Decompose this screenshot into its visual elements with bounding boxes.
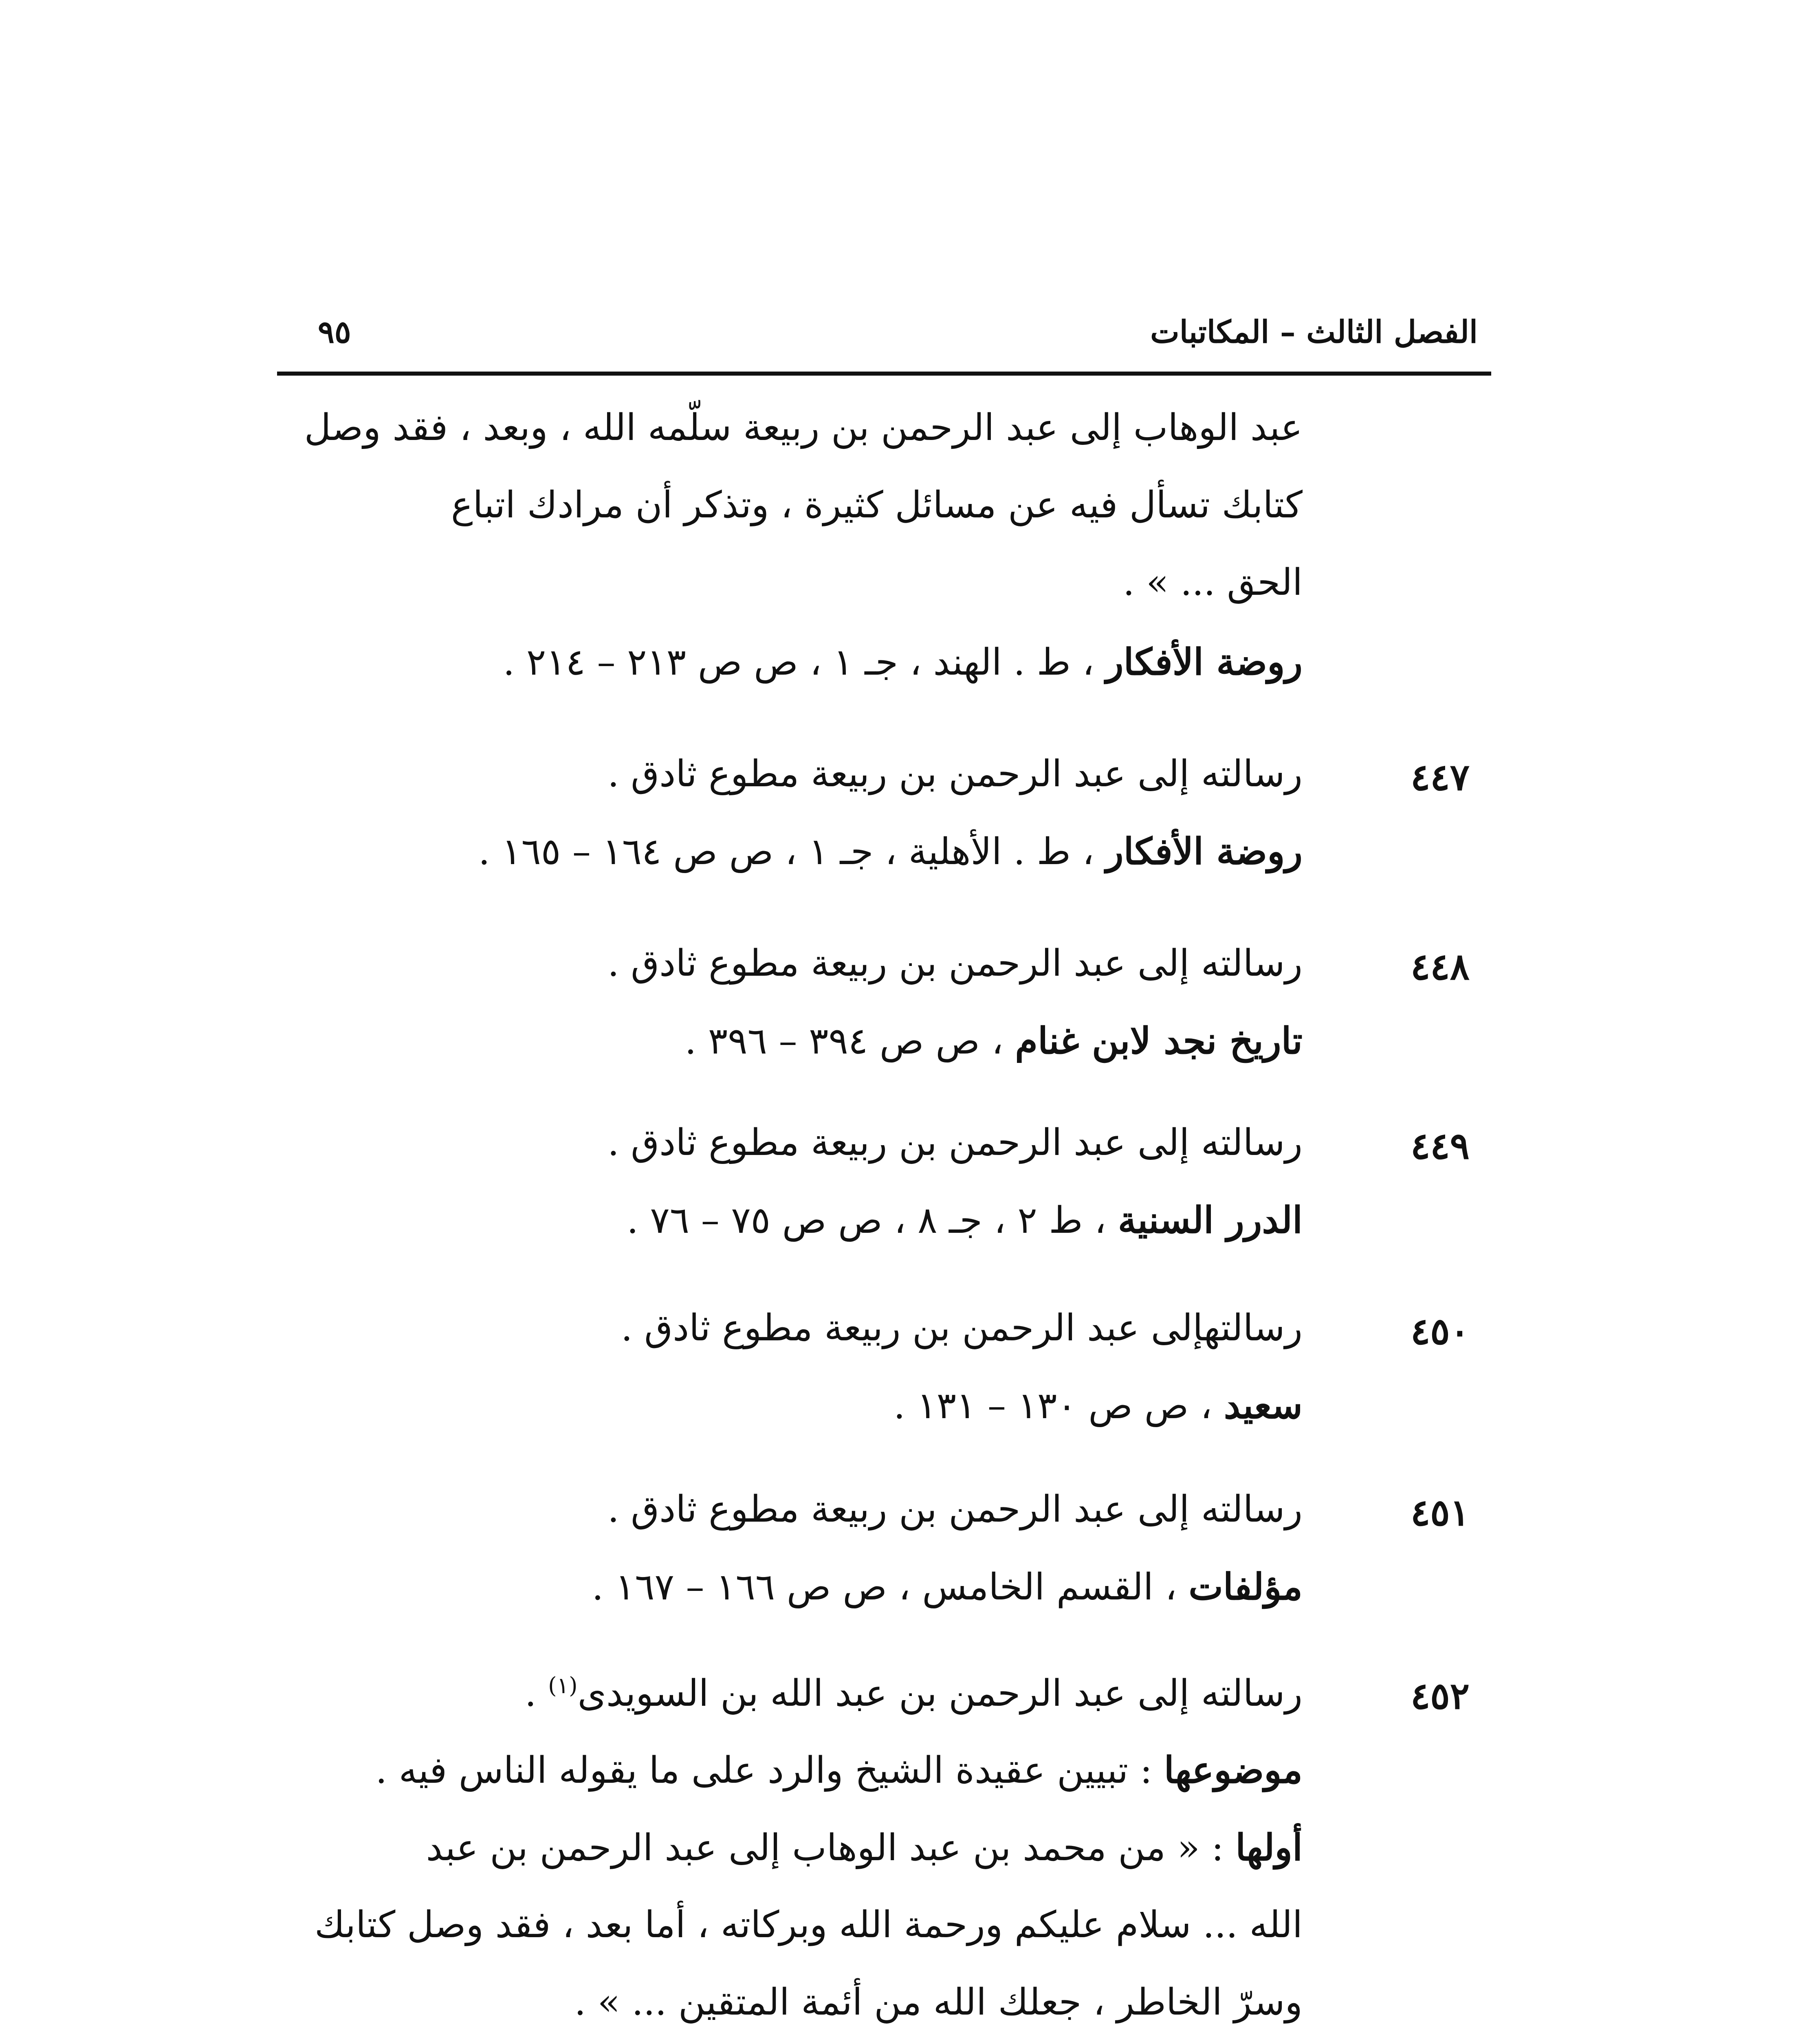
reference-details: ، ط . الأهلية ، جـ ١ ، ص ص ١٦٤ – ١٦٥ . [478, 830, 1106, 873]
page-number: ٩٥ [318, 314, 351, 350]
reference-source: الدرر السنية [1118, 1199, 1303, 1242]
opening-text: : « من محمد بن عبد الوهاب إلى عبد الرحمن بن عبد [426, 1826, 1236, 1869]
continuation-line-1: عبد الوهاب إلى عبد الرحمن بن ربيعة سلّمه الله ، وبعد ، فقد وصل [304, 406, 1303, 449]
entry-title-text: رسالته إلى عبد الرحمن بن عبد الله بن السويدى [577, 1672, 1303, 1715]
header-rule [277, 372, 1491, 376]
subject-text: : تبيين عقيدة الشيخ والرد على ما يقوله الناس فيه . [375, 1749, 1164, 1792]
entry-title: رسالتهإلى عبد الرحمن بن ربيعة مطوع ثادق . [621, 1307, 1303, 1349]
entry-reference [893, 1384, 1303, 1427]
entry-title [524, 1672, 1303, 1715]
entry-subject [375, 1749, 1303, 1792]
entry-number: ٤٥٠ [1410, 1310, 1470, 1353]
entry-reference [684, 1019, 1303, 1062]
reference-details: ، القسم الخامس ، ص ص ١٦٦ – ١٦٧ . [592, 1566, 1189, 1608]
entry-title: رسالته إلى عبد الرحمن بن ربيعة مطوع ثادق . [607, 1121, 1303, 1164]
entry-title: رسالته إلى عبد الرحمن بن ربيعة مطوع ثادق . [607, 1488, 1303, 1531]
footnote-marker: (١) [548, 1672, 578, 1698]
entry-reference [627, 1199, 1303, 1242]
continuation-reference [503, 640, 1303, 684]
reference-source: سعيد [1224, 1384, 1303, 1427]
reference-details: ، ص ص ١٣٠ – ١٣١ . [893, 1384, 1224, 1427]
entry-opening-line-2: الله ... سلام عليكم ورحمة الله وبركاته ، أما بعد ، فقد وصل كتابك [315, 1903, 1303, 1946]
reference-source: روضة الأفكار [1106, 830, 1303, 873]
continuation-line-3: الحق ... » . [1123, 561, 1303, 604]
entry-number: ٤٤٩ [1410, 1124, 1470, 1168]
reference-source: تاريخ نجد لابن غنام [1015, 1019, 1303, 1062]
continuation-line-2: كتابك تسأل فيه عن مسائل كثيرة ، وتذكر أن مرادك اتباع [451, 484, 1303, 526]
reference-source: روضة الأفكار [1106, 640, 1303, 684]
reference-source: مؤلفات [1188, 1565, 1303, 1608]
reference-details: ، ط . الهند ، جـ ١ ، ص ص ٢١٣ – ٢١٤ . [503, 641, 1106, 684]
entry-opening-line-1 [426, 1826, 1303, 1869]
entry-title-end: . [524, 1672, 548, 1715]
subject-label: موضوعها [1164, 1749, 1303, 1792]
entry-title: رسالته إلى عبد الرحمن بن ربيعة مطوع ثادق . [607, 752, 1303, 795]
entry-number: ٤٤٧ [1410, 756, 1470, 799]
reference-details: ، ط ٢ ، جـ ٨ ، ص ص ٧٥ – ٧٦ . [627, 1199, 1118, 1242]
entry-number: ٤٥٢ [1410, 1674, 1470, 1718]
entry-opening-line-3: وسرّ الخاطر ، جعلك الله من أئمة المتقين ... » . [574, 1981, 1303, 2024]
entry-reference [478, 830, 1303, 873]
chapter-title: الفصل الثالث – المكاتبات [1150, 314, 1478, 350]
opening-label: أولها [1235, 1826, 1303, 1869]
entry-number: ٤٥١ [1410, 1491, 1470, 1534]
reference-details: ، ص ص ٣٩٤ – ٣٩٦ . [684, 1020, 1015, 1062]
entry-title: رسالته إلى عبد الرحمن بن ربيعة مطوع ثادق . [607, 942, 1303, 985]
entry-number: ٤٤٨ [1410, 945, 1470, 988]
entry-reference [592, 1565, 1303, 1608]
